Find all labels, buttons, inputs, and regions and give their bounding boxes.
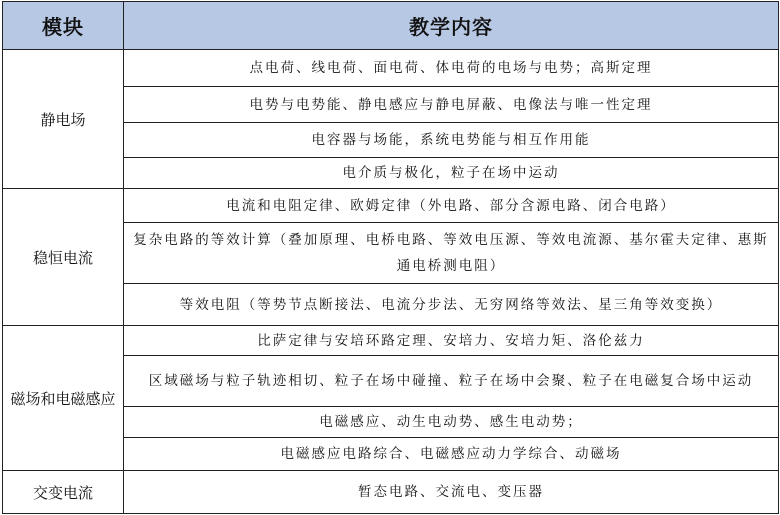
- content-cell: 复杂电路的等效计算（叠加原理、电桥电路、等效电压源、等效电流源、基尔霍夫定律、惠斯通电桥测电阻）: [124, 223, 779, 284]
- header-content: 教学内容: [124, 2, 779, 50]
- module-magnetism-induction: 磁场和电磁感应: [3, 326, 124, 471]
- content-cell: 点电荷、线电荷、面电荷、体电荷的电场与电势；高斯定理: [124, 50, 779, 87]
- module-steady-current: 稳恒电流: [3, 189, 124, 326]
- content-cell: 电流和电阻定律、欧姆定律（外电路、部分含源电路、闭合电路）: [124, 189, 779, 223]
- header-module: 模块: [3, 2, 124, 50]
- table-row: [3, 50, 779, 87]
- content-cell: 电势与电势能、静电感应与静电屏蔽、电像法与唯一性定理: [124, 87, 779, 123]
- content-cell: 比萨定律与安培环路定理、安培力、安培力矩、洛伦兹力: [124, 326, 779, 356]
- table-row: [3, 326, 779, 356]
- content-cell: 电介质与极化，粒子在场中运动: [124, 158, 779, 189]
- content-cell: 区域磁场与粒子轨迹相切、粒子在场中碰撞、粒子在场中会聚、粒子在电磁复合场中运动: [124, 356, 779, 407]
- module-electrostatics: 静电场: [3, 50, 124, 189]
- content-cell: 电磁感应电路综合、电磁感应动力学综合、动磁场: [124, 438, 779, 471]
- content-cell: 电磁感应、动生电动势、感生电动势；: [124, 407, 779, 438]
- table-row: [3, 189, 779, 223]
- curriculum-table: [2, 1, 779, 514]
- module-alternating-current: 交变电流: [3, 471, 124, 514]
- table-row: [3, 471, 779, 514]
- content-cell: 电容器与场能，系统电势能与相互作用能: [124, 123, 779, 158]
- content-cell: 等效电阻（等势节点断接法、电流分步法、无穷网络等效法、星三角等效变换）: [124, 284, 779, 326]
- table-header-row: [3, 2, 779, 50]
- content-cell: 暂态电路、交流电、变压器: [124, 471, 779, 514]
